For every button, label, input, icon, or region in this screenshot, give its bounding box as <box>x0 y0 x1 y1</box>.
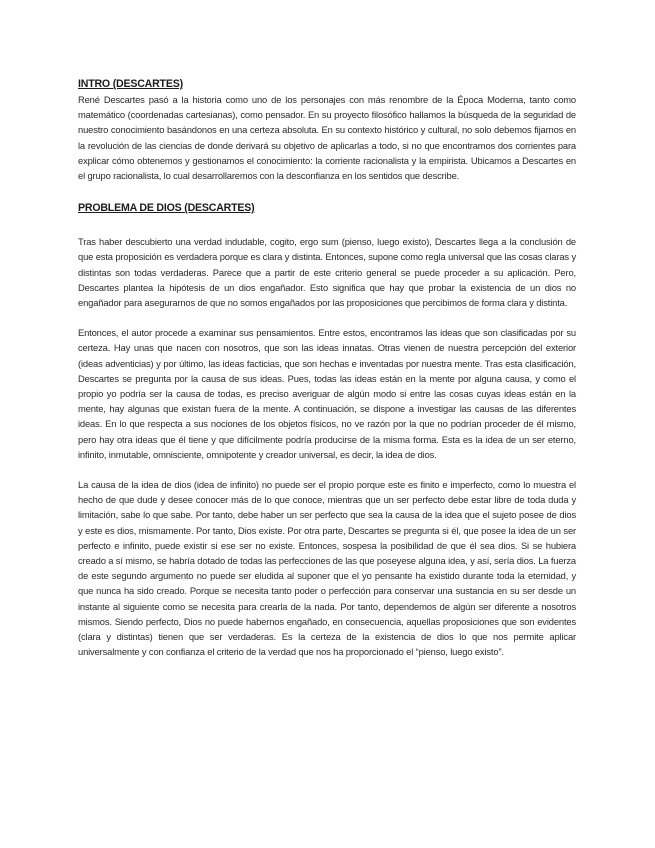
document-body <box>78 78 576 660</box>
dios-paragraph-3: La causa de la idea de dios (idea de infinito) no puede ser el propio porque este es finito e imperfecto, como lo muestra el hecho de que dude y desee conocer más de lo que conoce, mientras que un ser perfecto debe estar libre de toda duda y limitación, sabe lo que sabe. Por tanto, debe haber un ser perfecto que sea la causa de la idea que el sujeto posee de dios y este es dios, mismamente. Por tanto, Dios existe. Por otra parte, Descartes se pregunta si él, que posee la idea de un ser perfecto e infinito, puede existir si ese ser no existe. Entonces, sospesa la posibilidad de que él sea dios. Si se hubiera creado a sí mismo, se habría dotado de todas las perfecciones de las que poseyese alguna idea, y así, sería dios. La fuerza de este segundo argumento no puede ser eludida al suponer que el yo pensante ha existido durante toda la eternidad, y que nunca ha sido creado. Porque se necesita tanto poder o perfección para conservar una sustancia en su ser desde un instante al siguiente como se necesita para crearla de la nada. Por tanto, dependemos de algún ser diferente a nosotros mismos. Siendo perfecto, Dios no puede habernos engañado, en consecuencia, aquellas proposiciones que son evidentes (clara y distintas) tienen que ser verdaderas. Es la certeza de la existencia de dios lo que nos permite aplicar universalmente y con confianza el criterio de la verdad que nos ha proporcionado el “pienso, luego existo”. <box>78 479 576 658</box>
section-heading-intro: INTRO (DESCARTES) <box>78 78 183 90</box>
section-heading-problema-de-dios: PROBLEMA DE DIOS (DESCARTES) <box>78 202 255 215</box>
intro-paragraph: René Descartes pasó a la historia como uno de los personajes con más renombre de la Época Moderna, tanto como matemático (coordenadas cartesianas), como pensador. En su proyecto filosófico hallamos la búsqueda de la seguridad de nuestro conocimiento basándonos en una certeza absoluta. En su contexto histórico y cultural, no solo debemos fijarnos en la revolución de las ciencias de donde derivará su objetivo de aplicarlas a todo, si no que encontramos dos corrientes para explicar cómo obtenemos y gestionamos el conocimiento: la corriente racionalista y la empirista. Ubicamos a Descartes en el grupo racionalista, lo cual desarrollaremos con la desconfianza en los sentidos que describe. <box>78 94 576 182</box>
dios-paragraph-1: Tras haber descubierto una verdad indudable, cogito, ergo sum (pienso, luego existo), Descartes llega a la conclusión de que esta proposición es verdadera porque es clara y distinta. Entonces, supone como regla universal que las cosas claras y distintas son todas verdaderas. Parece que a partir de este criterio general se puede proceder a su aplicación. Pero, Descartes plantea la hipótesis de un dios engañador. Esto significa que hay que probar la existencia de un dios no engañador para asegurarnos de que no somos engañados por las proposiciones que percibimos de forma clara y distinta. <box>78 236 576 309</box>
dios-paragraph-2: Entonces, el autor procede a examinar sus pensamientos. Entre estos, encontramos las ideas que son clasificadas por su certeza. Hay unas que nacen con nosotros, que son las ideas innatas. Otras vienen de nuestra percepción del exterior (ideas adventicias) y por último, las ideas facticias, que son hechas e inventadas por nuestra mente. Tras esta clasificación, Descartes se pregunta por la causa de sus ideas. Pues, todas las ideas están en la mente por alguna causa, y como el propio yo podría ser la causa de todas, es preciso averiguar de algún modo si entre las cosas cuyas ideas están en la mente, hay algunas que existan fuera de la mente. A continuación, se dispone a investigar las causas de las diferentes ideas. En lo que respecta a sus nociones de los objetos físicos, no ve razón por la que no podrían proceder de él mismo, pero hay otra ideas que él tiene y que difícilmente podría producirse de la misma forma. Esta es la idea de un ser eterno, infinito, inmutable, omnisciente, omnipotente y creador universal, es decir, la idea de dios. <box>78 327 576 460</box>
